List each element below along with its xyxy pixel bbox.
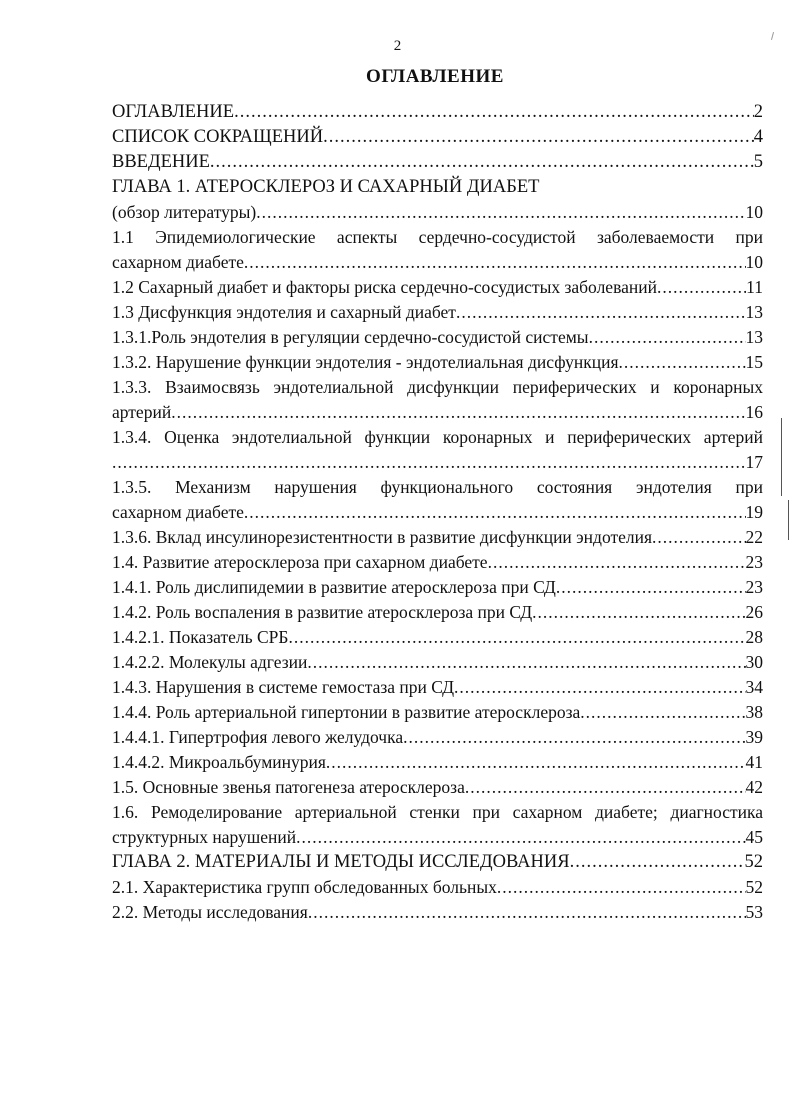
toc-entry-page: 53 [745,902,763,922]
toc-leader-dots [619,350,746,375]
toc-leader-dots [497,875,746,900]
toc-entry [112,275,763,300]
toc-entry-page: 34 [745,677,763,697]
toc-entry-label: сахарном диабете [112,502,244,522]
toc-entry-page: 30 [745,652,763,672]
toc-entry-label: 1.3.4. Оценка эндотелиальной функции коронарных и периферических артерий [112,427,763,447]
toc-entry-page: 13 [745,302,763,322]
toc-leader-dots [556,575,746,600]
toc-entry-page: 41 [745,752,763,772]
toc-entry [112,700,763,725]
toc-leader-dots [308,900,746,925]
toc-entry-label: 1.4.2.2. Молекулы адгезии [112,652,308,672]
toc-entry-page: 11 [746,277,763,297]
toc-entry [112,350,763,375]
toc-entry [112,650,763,675]
toc-entry-page: 23 [745,577,763,597]
toc-leader-dots [112,450,746,475]
toc-entry-page: 26 [745,602,763,622]
toc-entry-label: артерий [112,402,172,422]
toc-entry-page: 15 [745,352,763,372]
margin-line-mark [788,500,789,540]
toc-leader-dots [570,850,745,875]
toc-entry [112,800,763,825]
toc-entry-page: 10 [745,252,763,272]
toc-entry-page: 10 [745,202,763,222]
margin-line-mark [781,418,782,496]
toc-entry-page: 23 [745,552,763,572]
toc-entry [112,200,763,225]
toc-entry-label: СПИСОК СОКРАЩЕНИЙ [112,127,324,147]
toc-entry-label: ВВЕДЕНИЕ [112,152,210,172]
toc-entry [112,225,763,250]
page-title: ОГЛАВЛЕНИЕ [366,66,504,87]
toc-entry-label: структурных нарушений [112,827,297,847]
toc-leader-dots [244,500,746,525]
toc-entry-label: 1.3.6. Вклад инсулинорезистентности в развитие дисфункции эндотелия [112,527,653,547]
toc-entry-label: 1.2 Сахарный диабет и факторы риска сердечно-сосудистых заболеваний [112,277,657,297]
toc-entry [112,450,763,475]
toc-entry-label: 1.4.3. Нарушения в системе гемостаза при СД [112,677,455,697]
toc-leader-dots [465,775,746,800]
toc-entry [112,325,763,350]
toc-entry-label: ГЛАВА 2. МАТЕРИАЛЫ И МЕТОДЫ ИССЛЕДОВАНИЯ [112,852,570,872]
toc-entry-page: 22 [745,527,763,547]
page-number: 2 [393,38,402,54]
toc-entry-label: 1.4.1. Роль дислипидемии в развитие атеросклероза при СД [112,577,556,597]
toc-leader-dots [171,400,745,425]
toc-entry [112,550,763,575]
toc-leader-dots [403,725,745,750]
toc-entry-label: 1.6. Ремоделирование артериальной стенки при сахарном диабете; диагностика [112,802,763,822]
toc-entry-label: (обзор литературы) [112,202,257,222]
toc-entry [112,250,763,275]
toc-entry-label: 1.4.2.1. Показатель СРБ [112,627,289,647]
toc-leader-dots [296,825,745,850]
toc-entry-page: 28 [745,627,763,647]
toc-entry-label: 1.3.5. Механизм нарушения функционального состояния эндотелия при [112,477,763,497]
toc-entry-page: 19 [745,502,763,522]
toc-entry [112,600,763,625]
toc-entry-page: 42 [745,777,763,797]
toc-entry-label: 2.2. Методы исследования [112,902,308,922]
toc-entry-page: 2 [753,102,763,122]
toc-leader-dots [488,550,746,575]
toc-entry [112,525,763,550]
toc-leader-dots [210,150,754,175]
toc-entry [112,750,763,775]
toc-entry-label: 1.4.4.2. Микроальбуминурия [112,752,326,772]
toc-leader-dots [657,275,746,300]
toc-entry-page: 4 [753,127,763,147]
toc-entry-label: ГЛАВА 1. АТЕРОСКЛЕРОЗ И САХАРНЫЙ ДИАБЕТ [112,177,540,197]
toc-entry [112,825,763,850]
toc-leader-dots [454,675,745,700]
toc-entry-label: 1.4.4.1. Гипертрофия левого желудочка [112,727,404,747]
toc-entry [112,400,763,425]
toc-entry-label: 1.3 Дисфункция эндотелия и сахарный диабет [112,302,456,322]
toc-entry-label: 1.3.2. Нарушение функции эндотелия - эндотелиальная дисфункция [112,352,619,372]
toc-entry-label: 2.1. Характеристика групп обследованных больных [112,877,497,897]
toc-leader-dots [326,750,746,775]
toc-leader-dots [244,250,746,275]
toc-entry-label: 1.1 Эпидемиологические аспекты сердечно-сосудистой заболеваемости при [112,227,763,247]
toc-entry [112,900,763,925]
toc-leader-dots [234,100,754,125]
toc-entry-label: 1.4.2. Роль воспаления в развитие атеросклероза при СД [112,602,533,622]
toc-entry [112,775,763,800]
toc-entry [112,625,763,650]
toc-entry-page: 45 [745,827,763,847]
toc-entry-label: 1.5. Основные звенья патогенеза атеросклероза [112,777,465,797]
toc-entry-label: 1.4. Развитие атеросклероза при сахарном диабете [112,552,488,572]
toc-entry [112,300,763,325]
toc-entry-label: 1.3.3. Взаимосвязь эндотелиальной дисфункции периферических и коронарных [112,377,763,397]
toc-entry [112,100,763,125]
toc-entry-page: 17 [745,452,763,472]
toc-leader-dots [256,200,745,225]
toc-leader-dots [307,650,745,675]
toc-entry [112,375,763,400]
toc-leader-dots [532,600,745,625]
toc-leader-dots [288,625,745,650]
toc-leader-dots [323,125,754,150]
toc-entry-page: 38 [745,702,763,722]
table-of-contents [112,100,763,925]
toc-entry-page: 16 [745,402,763,422]
toc-leader-dots [456,300,746,325]
toc-leader-dots [589,325,746,350]
toc-entry [112,850,763,875]
toc-entry [112,500,763,525]
toc-entry-label: 1.4.4. Роль артериальной гипертонии в развитие атеросклероза [112,702,581,722]
toc-entry-page: 52 [745,877,763,897]
toc-entry [112,575,763,600]
toc-entry [112,175,763,200]
toc-entry [112,875,763,900]
toc-entry [112,125,763,150]
toc-entry-label: сахарном диабете [112,252,244,272]
toc-entry [112,675,763,700]
toc-entry-page: 13 [745,327,763,347]
toc-entry-page: 52 [744,852,763,872]
toc-leader-dots [652,525,745,550]
toc-entry [112,150,763,175]
toc-entry-label: 1.3.1.Роль эндотелия в регуляции сердечно-сосудистой системы [112,327,589,347]
toc-entry [112,425,763,450]
toc-leader-dots [580,700,745,725]
toc-entry [112,475,763,500]
toc-entry-page: 39 [745,727,763,747]
toc-entry-label: ОГЛАВЛЕНИЕ [112,102,235,122]
toc-entry [112,725,763,750]
toc-entry-page: 5 [753,152,763,172]
